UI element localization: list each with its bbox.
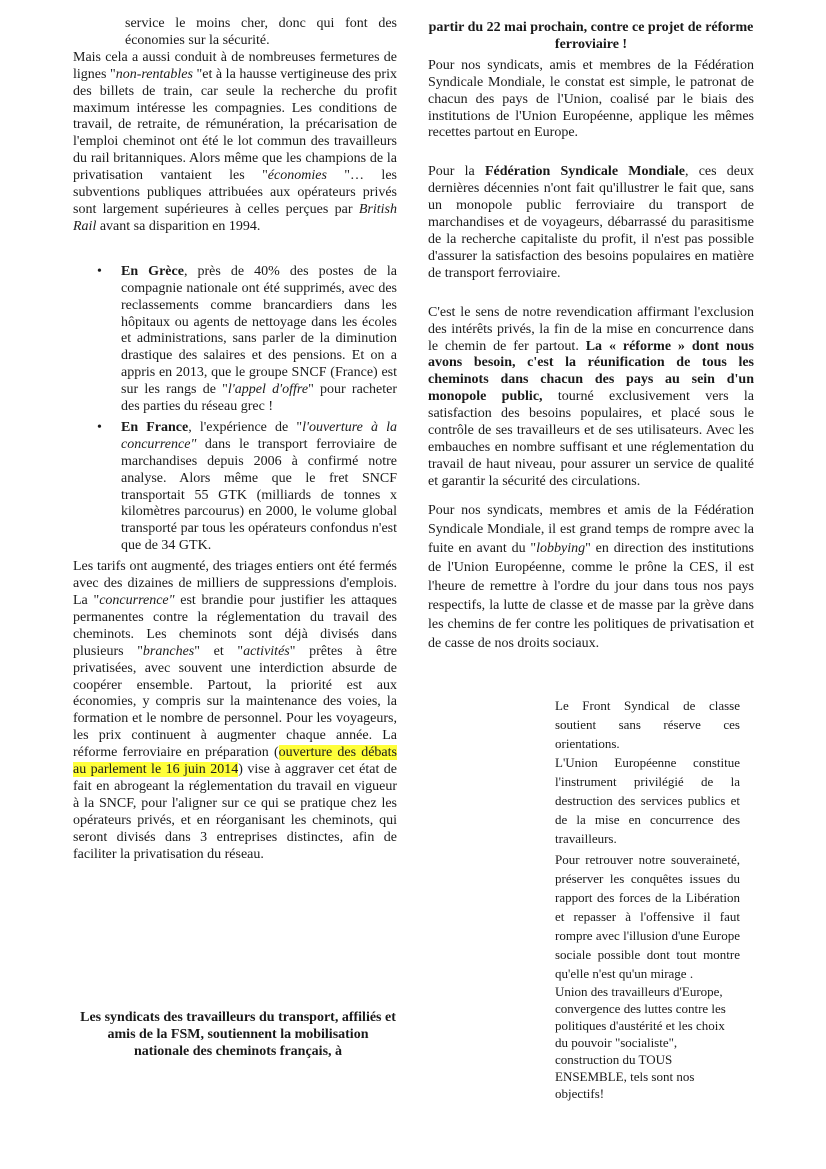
text: C'est le sens de notre revendication affirmant l'exclusion des intérêts privés, la fin de la mise en concurrence dans le chemin de fer partout. xyxy=(428,304,754,354)
list-item-france xyxy=(73,420,397,555)
text-bold: En France xyxy=(121,419,189,435)
paragraph-constat: Pour nos syndicats, amis et membres de la Fédération Syndicale Mondiale, le constat est simple, le patronat de chacun des pays de l'Union, coalisé par le biais des institutions de l'Union Européenne, applique les mêmes recettes partout en Europe. xyxy=(428,57,754,141)
text: Pour nos syndicats, membres et amis de la Fédération Syndicale Mondiale, il est grand temps de rompre avec la fuite en avant du " xyxy=(428,502,754,556)
highlighted-date: ouverture des débats au parlement le 16 juin 2014 xyxy=(73,745,397,778)
bold-heading: Les syndicats des travailleurs du transport, affiliés et amis de la FSM, soutiennent la mobilisation nationale des cheminots français, à xyxy=(80,1010,396,1059)
text: ) vise à aggraver cet état de fait en abrogeant la réglementation du travail en vigueur à la SNCF, pour l'aligner sur ce qui se pratique chez les opérateurs privés, et en réorganisant les cheminots, qui seront divisés dans 3 entreprises distinctes, afin de faciliter la privatisation du réseau. xyxy=(73,762,397,862)
text: , l'expérience de " xyxy=(188,419,303,435)
paragraph-uk xyxy=(73,50,397,236)
text: "et à la hausse vertigineuse des prix des billets de train, car seule la recherche du profit maximum intéresse les compagnies. Les conditions de travail, de retraite, de rémunération, la précarisation de l'emploi cheminot ont été le lot commun des travailleurs du rail britanniques. Alors même que les champions de la privatisation vantaient les " xyxy=(73,66,397,184)
sidebar-paragraph: Union des travailleurs d'Europe, convergence des luttes contre les politiques d'austérité et les choix du pouvoir "socialiste", construction du TOUS ENSEMBLE, tels sont nos objectifs! xyxy=(555,984,726,1101)
paragraph-revendication xyxy=(428,305,754,491)
text-italic: l'ouverture à la concurrence" xyxy=(121,419,398,452)
sidebar-box xyxy=(555,696,740,1102)
sidebar-paragraph: Le Front Syndical de classe soutient sans réserve ces orientations. xyxy=(555,698,740,751)
text: "… les subventions publiques attribuées aux opérateurs privés sont largement supérieures à celles perçues par xyxy=(73,168,397,217)
text: , ces deux dernières décennies n'ont fait qu'illustrer le fait que, sans un monopole public ferroviaire du transport de marchandises et de voyageurs, débarrassé du parasitisme de la recherche capitaliste du profit, il n'est pas possible d'assurer la satisfaction des besoins populaires en matière de transport ferroviaire. xyxy=(428,164,754,281)
text: Les tarifs ont augmenté, des triages entiers ont été fermés avec des dizaines de milliers de suppressions d'emplois. La " xyxy=(73,559,397,608)
text-italic: British Rail xyxy=(73,201,397,234)
text: Mais cela a aussi conduit à de nombreuses fermetures de lignes " xyxy=(73,49,397,82)
list-item-greece xyxy=(73,264,397,416)
bullet-icon: • xyxy=(97,263,102,279)
country-list xyxy=(73,264,397,555)
right-column xyxy=(428,20,754,653)
text-italic: l'appel d'offre xyxy=(227,382,309,398)
sidebar-paragraph: L'Union Européenne constitue l'instrument privilégié de la destruction des services publics et de la mise en concurrence des travailleurs. xyxy=(555,755,740,846)
text: " et " xyxy=(194,643,244,659)
text-bold: Fédération Syndicale Mondiale xyxy=(484,164,686,180)
left-column xyxy=(73,16,397,864)
text: " prêtes à être privatisées, avec souvent une interdiction absurde de coopérer ensemble. Partout, la priorité est aux économies, y compris sur la maintenance des voies, la formation et le nombre de personnel. Pour les voyageurs, les prix continuent à augmenter chaque année. La réforme ferroviaire en préparation ( xyxy=(73,643,397,761)
text: est brandie pour justifier les attaques permanentes contre la réglementation du travail des cheminots. Les cheminots sont déjà divisés dans plusieurs " xyxy=(73,593,397,659)
text-italic: activités xyxy=(243,643,290,659)
text-italic: branches xyxy=(142,643,195,659)
text-bold: La « réforme » dont nous avons besoin, c'est la réunification de tous les cheminots dans chacun des pays au sein d'un monopole public, xyxy=(428,338,754,405)
text: , près de 40% des postes de la compagnie nationale ont été supprimés, avec des reclassements comme brancardiers dans les hôpitaux ou agents de nettoyage dans les écoles et administrations, sans parler de la diminution drastique des salaires et des pensions. Et on a appris en 2013, que le groupe SNCF (France) est sur les rangs de " xyxy=(121,263,397,398)
paragraph-uk-end: service le moins cher, donc qui font des économies sur la sécurité. xyxy=(125,16,397,48)
paragraph-tarifs xyxy=(73,559,397,863)
text-bold: En Grèce xyxy=(121,263,184,279)
text-italic: lobbying xyxy=(536,540,586,556)
bold-heading-continued: partir du 22 mai prochain, contre ce projet de réforme ferroviaire ! xyxy=(428,20,754,52)
text: Pour la xyxy=(428,164,485,180)
text: " en direction des institutions de l'Union Européenne, comme le prône la CES, il est l'heure de remettre à l'ordre du jour dans tous nos pays respectifs, la lutte de classe et de masse par la grève dans les chemins de fer contre les politiques de privatisation et de casse de nos droits sociaux. xyxy=(428,540,754,651)
text-italic: économies xyxy=(267,168,327,184)
text: tourné exclusivement vers la satisfaction des besoins populaires, et placé sous le contrôle de ses travailleurs et de ses utilisateurs. Avec les embauches en nombre suffisant et une réglementation du travail de haut niveau, pour assurer un service de qualité et garantir la sécurité des circulations. xyxy=(428,389,754,489)
text: dans le transport ferroviaire de marchandises depuis 2006 à confirmé notre analyse. Alors même que le fret SNCF transportait 55 GTK (milliards de tonnes x kilomètres parcourus) en 2000, le volume global transporté par tous les opérateurs confondus n'est que de 34 GTK. xyxy=(121,436,397,554)
text-italic: concurrence" xyxy=(99,593,175,608)
paragraph-lobbying xyxy=(428,501,754,653)
text: " pour racheter des parties du réseau grec ! xyxy=(121,382,397,415)
bullet-icon: • xyxy=(97,419,102,435)
paragraph-fsm xyxy=(428,164,754,282)
text: avant sa disparition en 1994. xyxy=(96,218,261,234)
text-italic: non-rentables xyxy=(115,66,193,82)
sidebar-paragraph: Pour retrouver notre souveraineté, préserver les conquêtes issues du rapport des forces de la Libération et repasser à l'offensive il faut rompre avec l'illusion d'une Europe sociale possible dont tout montre qu'elle n'est qu'un mirage . xyxy=(555,852,740,981)
